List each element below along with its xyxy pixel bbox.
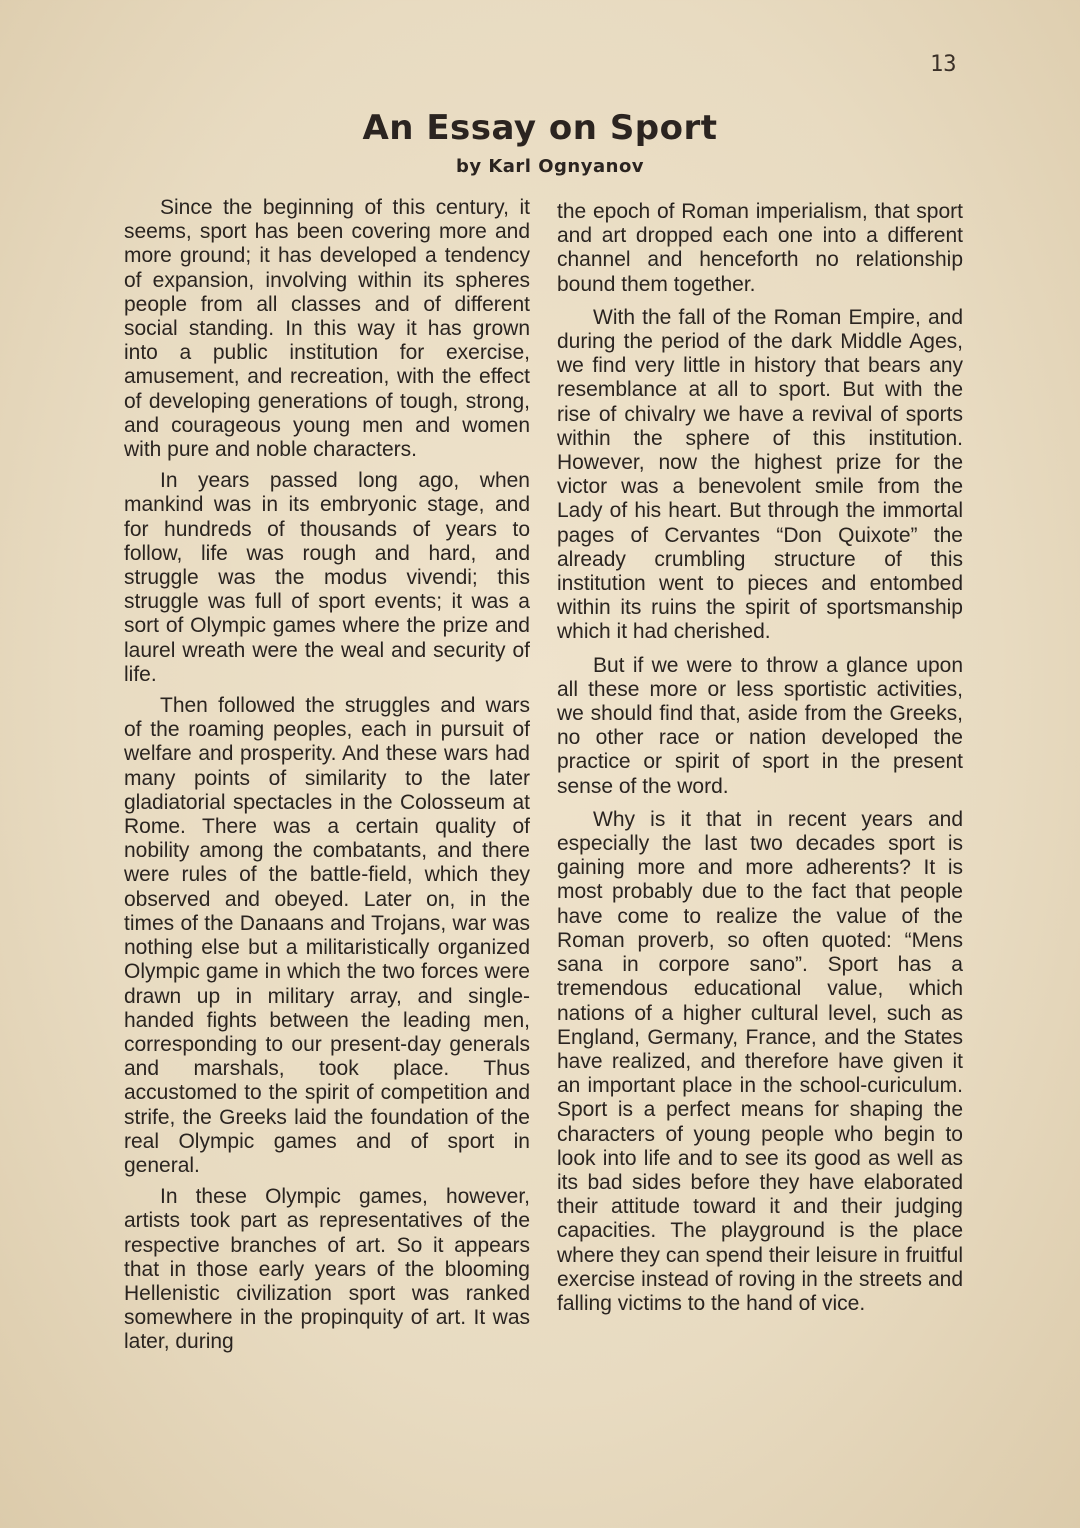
article-byline: by Karl Ognyanov bbox=[455, 156, 645, 177]
paragraph: In these Olympic games, however, artists took part as representatives of the respective branches of art. So it appears that in those early years of the blooming Hellenistic civilization sport was ranked somewhere in the propinquity of art. It was later, during bbox=[124, 1185, 530, 1354]
left-column bbox=[124, 196, 530, 1362]
paragraph: the epoch of Roman imperialism, that sport and art dropped each one into a different channel and henceforth no relationship bound them together. bbox=[557, 200, 963, 296]
paragraph: But if we were to throw a glance upon all these more or less sportistic activities, we should find that, aside from the Greeks, no other race or nation developed the practice or spirit of sport in the present sense of the word. bbox=[557, 653, 963, 798]
paragraph: Since the beginning of this century, it seems, sport has been covering more and more ground; it has developed a tendency of expansion, involving within its spheres people from all classes and of different social standing. In this way it has grown into a public institution for exercise, amusement, and recreation, with the effect of developing generations of tough, strong, and courageous young men and women with pure and noble characters. bbox=[124, 196, 530, 462]
paragraph: In years passed long ago, when mankind was in its embryonic stage, and for hundreds of thousands of years to follow, life was rough and hard, and struggle was the modus vivendi; this struggle was full of sport events; it was a sort of Olympic games where the prize and laurel wreath were the weal and security of life. bbox=[124, 469, 530, 686]
article-title: An Essay on Sport bbox=[362, 108, 718, 148]
paragraph: With the fall of the Roman Empire, and during the period of the dark Middle Ages, we find very little in history that bears any resemblance at all to sport. But with the rise of chivalry we have a revival of sports within the sphere of this institution. However, now the highest prize for the victor was a benevolent smile from the Lady of his heart. But through the immortal pages of Cervantes “Don Quixote” the already crumbling structure of this institution went to pieces and entombed within its ruins the spirit of sportsmanship which it had cherished. bbox=[557, 305, 963, 644]
right-column bbox=[557, 200, 963, 1325]
paragraph: Then followed the struggles and wars of the roaming peoples, each in pursuit of welfare and prosperity. And these wars had many points of similarity to the later gladiatorial spectacles in the Colosseum at Rome. There was a certain quality of nobility among the combatants, and there were rules of the battle-field, which they observed and obeyed. Later on, in the times of the Danaans and Trojans, war was nothing else but a militaristically organized Olympic game in which the two forces were drawn up in military array, and single-handed fights between the leading men, corresponding to our present-day generals and marshals, took place. Thus accustomed to the spirit of competition and strife, the Greeks laid the foundation of the real Olympic games and of sport in general. bbox=[124, 694, 530, 1177]
paragraph: Why is it that in recent years and especially the last two decades sport is gaining more and more adherents? It is most probably due to the fact that people have come to realize the value of the Roman proverb, so often quoted: “Mens sana in corpore sano”. Sport has a tremendous educational value, which nations of a higher cultural level, such as England, Germany, France, and the States have realized, and therefore have given it an important place in the school-curiculum. Sport is a perfect means for shaping the characters of young people who begin to look into life and to see its good as well as its bad sides before they have elaborated their attitude toward it and their judging capacities. The playground is the place where they can spend their leisure in fruitful exercise instead of roving in the streets and falling victims to the hand of vice. bbox=[557, 807, 963, 1315]
page-number: 13 bbox=[930, 52, 957, 77]
